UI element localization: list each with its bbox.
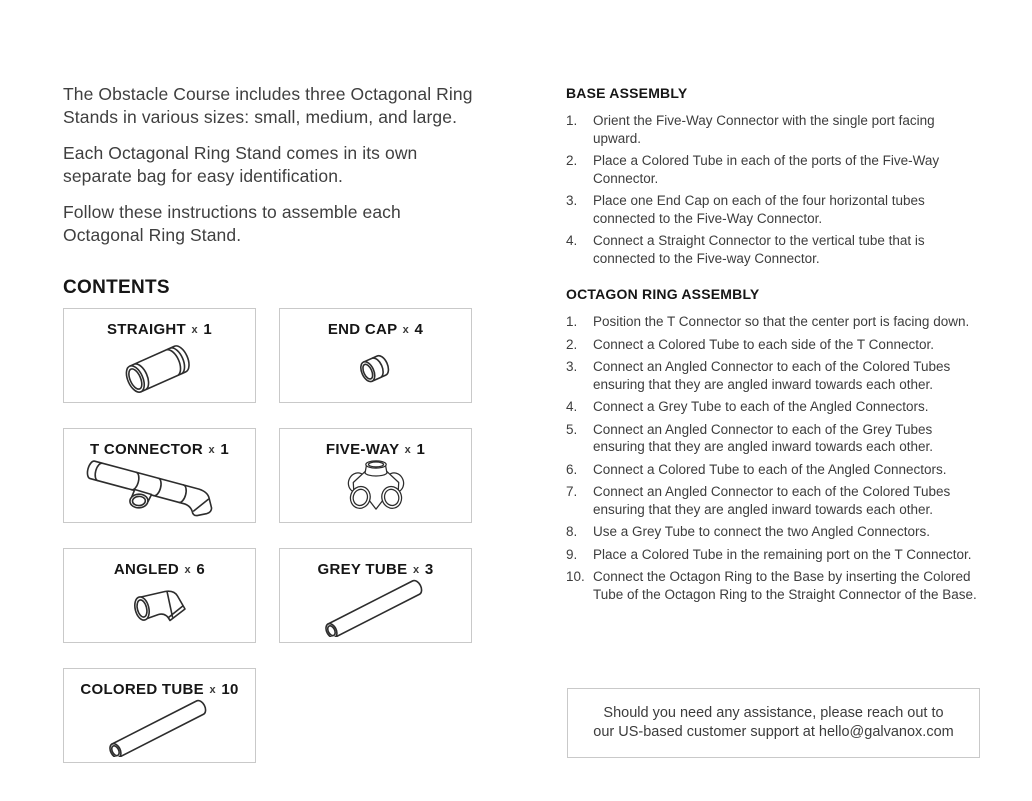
straight-connector-icon bbox=[110, 340, 210, 396]
part-quantity: 6 bbox=[196, 561, 206, 578]
part-art bbox=[64, 459, 255, 517]
step-text: Connect a Colored Tube to each side of the T Connector. bbox=[593, 336, 934, 352]
step-text: Connect a Straight Connector to the vertical tube that is connected to the Five-way Connector. bbox=[593, 233, 925, 266]
step-text: Connect the Octagon Ring to the Base by inserting the Colored Tube of the Octagon Ring to the Straight Connector of the Base. bbox=[593, 569, 977, 602]
part-label-colored-tube bbox=[64, 681, 255, 699]
octagon-step bbox=[566, 483, 978, 518]
part-quantity: 3 bbox=[424, 561, 434, 578]
step-text: Use a Grey Tube to connect the two Angled Connectors. bbox=[593, 524, 930, 539]
step-text: Orient the Five-Way Connector with the single port facing upward. bbox=[593, 113, 935, 146]
part-name: COLORED TUBE bbox=[80, 681, 204, 698]
end-cap-icon bbox=[346, 346, 406, 390]
part-box-end-cap bbox=[279, 308, 472, 403]
step-text: Place a Colored Tube in the remaining port on the T Connector. bbox=[593, 546, 972, 562]
part-box-five-way bbox=[279, 428, 472, 523]
octagon-step bbox=[566, 421, 978, 456]
part-art bbox=[280, 579, 471, 637]
contents-grid bbox=[63, 308, 473, 763]
part-label-angled bbox=[64, 561, 255, 579]
step-text: Connect an Angled Connector to each of the Colored Tubes ensuring that they are angled inward towards each other. bbox=[593, 484, 951, 517]
intro-paragraph-2: Each Octagonal Ring Stand comes in its own separate bag for easy identification. bbox=[63, 143, 418, 186]
base-assembly-heading: BASE ASSEMBLY bbox=[566, 85, 688, 101]
part-box-t-connector bbox=[63, 428, 256, 523]
t-connector-icon bbox=[76, 459, 244, 517]
step-text: Connect a Colored Tube to each of the Angled Connectors. bbox=[593, 461, 947, 477]
part-multiplier: x bbox=[209, 683, 216, 696]
part-label-five-way bbox=[280, 441, 471, 459]
part-quantity: 1 bbox=[416, 441, 426, 458]
octagon-step bbox=[566, 398, 978, 416]
part-multiplier: x bbox=[402, 323, 410, 336]
part-multiplier: x bbox=[191, 323, 198, 336]
part-quantity: 1 bbox=[203, 321, 213, 338]
base-step bbox=[566, 112, 978, 147]
octagon-step bbox=[566, 523, 978, 541]
part-label-straight bbox=[64, 321, 255, 339]
part-art bbox=[64, 699, 255, 757]
part-label-t-connector bbox=[64, 441, 255, 459]
left-column bbox=[63, 83, 473, 763]
part-name: STRAIGHT bbox=[106, 321, 187, 338]
part-box-grey-tube bbox=[279, 548, 472, 643]
support-note-line-2: our US-based customer support at hello@galvanox.com bbox=[593, 724, 954, 740]
five-way-connector-icon bbox=[326, 459, 426, 517]
part-box-colored-tube bbox=[63, 668, 256, 763]
step-text: Place a Colored Tube in each of the ports of the Five-Way Connector. bbox=[593, 153, 940, 186]
part-art bbox=[64, 339, 255, 397]
part-name: T CONNECTOR bbox=[89, 441, 203, 458]
intro-paragraph-3: Follow these instructions to assemble each Octagonal Ring Stand. bbox=[63, 202, 401, 245]
step-text: Connect an Angled Connector to each of the Colored Tubes ensuring that they are angled inward towards each other. bbox=[593, 359, 951, 392]
step-text: Place one End Cap on each of the four horizontal tubes connected to the Five-Way Connector. bbox=[593, 193, 925, 226]
part-art bbox=[280, 459, 471, 517]
part-quantity: 4 bbox=[414, 321, 424, 338]
part-multiplier: x bbox=[208, 443, 215, 456]
octagon-step bbox=[566, 358, 978, 393]
part-multiplier: x bbox=[404, 443, 412, 456]
part-label-end-cap bbox=[280, 321, 471, 339]
base-step bbox=[566, 152, 978, 187]
part-multiplier: x bbox=[184, 563, 191, 576]
octagon-ring-assembly-heading: OCTAGON RING ASSEMBLY bbox=[566, 286, 760, 302]
part-art bbox=[280, 339, 471, 397]
support-note-line-1: Should you need any assistance, please reach out to bbox=[603, 704, 944, 721]
base-step bbox=[566, 192, 978, 227]
part-box-angled bbox=[63, 548, 256, 643]
right-column bbox=[566, 85, 978, 608]
angled-connector-icon bbox=[121, 584, 199, 632]
colored-tube-icon bbox=[97, 699, 223, 757]
step-text: Connect an Angled Connector to each of the Grey Tubes ensuring that they are angled inward towards each other. bbox=[593, 421, 933, 454]
part-box-straight bbox=[63, 308, 256, 403]
part-label-grey-tube bbox=[280, 561, 471, 579]
octagon-step bbox=[566, 568, 978, 603]
octagon-step bbox=[566, 461, 978, 479]
part-multiplier: x bbox=[412, 563, 420, 576]
part-quantity: 1 bbox=[220, 441, 230, 458]
step-text: Position the T Connector so that the center port is facing down. bbox=[593, 314, 970, 329]
base-step bbox=[566, 232, 978, 267]
octagon-step bbox=[566, 546, 978, 564]
part-art bbox=[64, 579, 255, 637]
part-name: END CAP bbox=[327, 321, 398, 338]
octagon-step bbox=[566, 313, 978, 331]
octagon-step bbox=[566, 336, 978, 354]
grey-tube-icon bbox=[313, 579, 439, 637]
intro-paragraph-1: The Obstacle Course includes three Octagonal Ring Stands in various sizes: small, medium, and large. bbox=[63, 84, 473, 127]
part-quantity: 10 bbox=[221, 681, 239, 698]
support-note-box bbox=[567, 688, 980, 758]
part-name: FIVE-WAY bbox=[325, 441, 400, 458]
part-name: ANGLED bbox=[113, 561, 180, 578]
part-name: GREY TUBE bbox=[317, 561, 408, 578]
step-text: Connect a Grey Tube to each of the Angled Connectors. bbox=[593, 399, 929, 414]
contents-heading: CONTENTS bbox=[63, 277, 170, 298]
base-assembly-steps bbox=[566, 112, 978, 267]
octagon-ring-assembly-steps bbox=[566, 313, 978, 603]
